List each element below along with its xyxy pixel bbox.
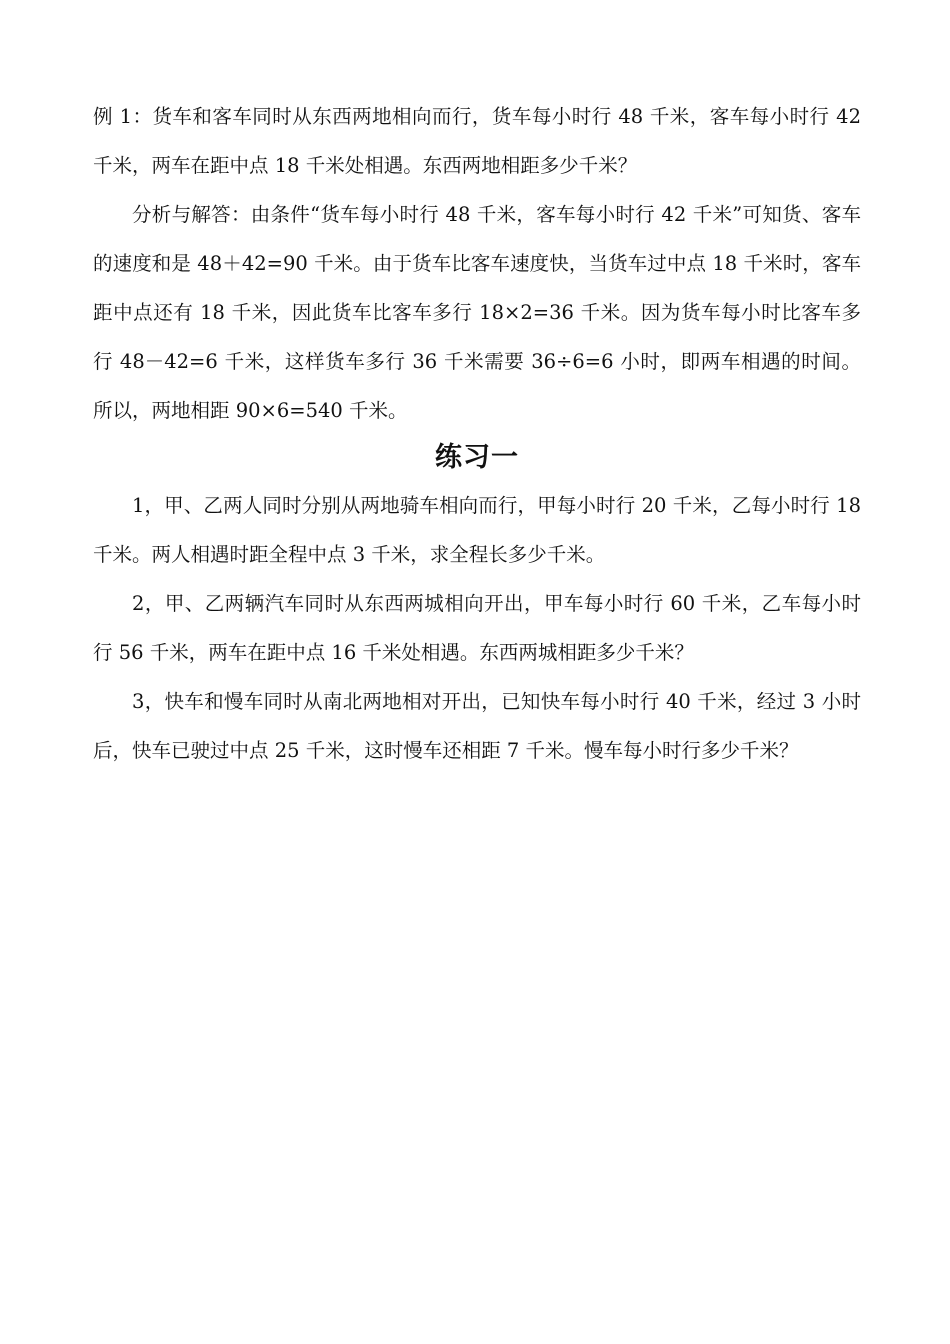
exercise-title: 练习一 [435, 442, 519, 473]
exercise-item-2: 2，甲、乙两辆汽车同时从东西两城相向开出，甲车每小时行 60 千米，乙车每小时行 56 千米，两车在距中点 16 千米处相遇。东西两城相距多少千米？ [93, 592, 861, 664]
exercise-item-3: 3，快车和慢车同时从南北两地相对开出，已知快车每小时行 40 千米，经过 3 小时后，快车已驶过中点 25 千米，这时慢车还相距 7 千米。慢车每小时行多少千米？ [93, 690, 861, 762]
document-page [93, 92, 861, 775]
example-analysis: 分析与解答：由条件“货车每小时行 48 千米，客车每小时行 42 千米”可知货、客车的速度和是 48＋42=90 千米。由于货车比客车速度快，当货车过中点 18 千米时，客车距中点还有 18 千米，因此货车比客车多行 18×2=36 千米。因为货车每小时比客车多行 48－42=6 千米，这样货车多行 36 千米需要 36÷6=6 小时，即两车相遇的时间。所以，两地相距 90×6=540 千米。 [93, 203, 861, 422]
exercise-item-1: 1，甲、乙两人同时分别从两地骑车相向而行，甲每小时行 20 千米，乙每小时行 18 千米。两人相遇时距全程中点 3 千米，求全程长多少千米。 [93, 494, 861, 566]
example-problem: 例 1：货车和客车同时从东西两地相向而行，货车每小时行 48 千米，客车每小时行 42 千米，两车在距中点 18 千米处相遇。东西两地相距多少千米？ [93, 105, 861, 177]
